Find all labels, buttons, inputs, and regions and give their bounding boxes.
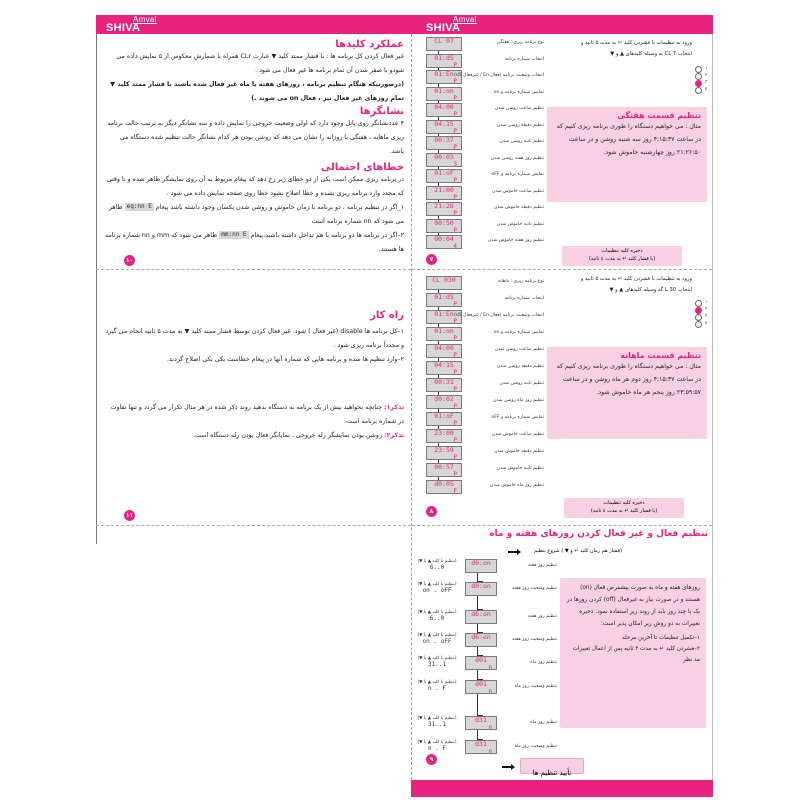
lcd-display xyxy=(426,54,462,68)
lcd-sub: P xyxy=(453,420,457,427)
enter-arrow-icon xyxy=(477,730,483,740)
lcd-display xyxy=(426,120,462,134)
note-2-text: روشن بودن نمایشگر رله خروجی ، نمایانگر فعال بودن رله دستگاه است. xyxy=(192,432,383,439)
frame-line xyxy=(96,34,97,544)
footer-bar xyxy=(411,780,713,797)
page-11 xyxy=(104,310,404,443)
adjust-note-text: (تنظیم با کلید ▲ یا ▼) xyxy=(417,610,457,615)
page-10 xyxy=(104,39,404,257)
save-line-1: ذخیره کلیه تنظیمات xyxy=(603,500,645,506)
step-label: تنظیم روز هفته xyxy=(527,563,557,568)
error-1-lcd: eq:nn E xyxy=(126,203,152,210)
lcd-display xyxy=(426,235,462,249)
page-number-7: ۷ xyxy=(426,254,437,265)
lcd-top: 21:00 xyxy=(434,185,454,194)
lcd-top: 00:50 xyxy=(434,218,454,227)
page-number-9: ۹ xyxy=(426,754,437,765)
lcd-top: 01:En xyxy=(434,310,454,318)
adjust-note-text: (تنظیم با کلید ▲ یا ▼) xyxy=(417,656,457,661)
step-label: تنظیم ثانیه خاموش شدن xyxy=(496,466,544,471)
step-label: تنظیم وضعیت روز هفته xyxy=(512,586,557,591)
start-instruction: (فشار هم زمان کلید ↵ و ▼ ) شروع تنظیم xyxy=(533,548,622,554)
lcd-display xyxy=(465,610,497,624)
step-label: نوع برنامه ریزی : هفتگی xyxy=(496,40,544,45)
adjust-note xyxy=(415,633,459,645)
lcd-sub: n xyxy=(488,688,492,695)
save-line-2: (با فشار کلید ↵ به مدت ٤ ثانیه) xyxy=(588,256,656,262)
lcd-sub: n xyxy=(488,748,492,755)
lcd-sub: P xyxy=(453,94,457,102)
adjust-note xyxy=(415,740,459,752)
page-number-8: ۸ xyxy=(426,506,437,517)
step-label: تنظیم دقیقه خاموش شدن xyxy=(494,205,544,210)
monthly-example-box xyxy=(547,347,707,439)
lcd-display xyxy=(426,361,462,375)
lcd-top: 01:En xyxy=(434,70,454,78)
indicators-paragraph: ۴ عددنشانگر روی پانل وجود دارد که اولی وضعیت خروجی را نمایش داده و سه نشانگر دیگر به ترتیب حالت برنامه ریزی ماهانه ، هفتگی یا روزانه را نشان می دهد که روشن بودن هر کدام نشانگر حالت تنظیم شده دستگاه می باشد. xyxy=(107,120,404,155)
brand-amval: Amval xyxy=(133,15,157,24)
monthly-box-title: تنظیم قسمت ماهانه xyxy=(620,351,701,360)
adjust-note xyxy=(415,559,459,571)
lcd-display xyxy=(426,37,462,51)
brand-logo-left xyxy=(106,17,166,33)
error-2-text: ۲–اگر در برنامه ها دو برنامه با هم تداخل داشته باشند،پیغام xyxy=(250,232,404,239)
adjust-note xyxy=(415,610,459,622)
frame-line xyxy=(712,34,713,780)
lcd-sub: P xyxy=(453,226,457,234)
lcd-top: d6:on xyxy=(471,633,491,641)
page-divider xyxy=(96,525,411,526)
monthly-box-text: مثال : می خواهیم دستگاه را طوری برنامه ریزی کنیم که در ساعت ۴:۱۵:۳۷ روز دوم هر ماه روشن و در ساعت ۲۳:۵۹:۵۷ روز پنجم هر ماه خاموش شود. xyxy=(556,363,701,396)
error-1 xyxy=(104,201,404,229)
adjust-note-text: (تنظیم با کلید ▲ یا ▼) xyxy=(417,582,457,587)
adjust-range: 1..31 xyxy=(427,721,447,728)
lcd-top: 01:oF xyxy=(434,169,454,177)
lcd-display xyxy=(426,136,462,150)
page-number-11: ۱۱ xyxy=(125,512,134,519)
adjust-note-text: (تنظیم با کلید ▲ یا ▼) xyxy=(417,680,457,685)
monthly-save-box xyxy=(564,498,684,518)
lcd-display xyxy=(465,582,497,596)
lcd-sub: P xyxy=(453,127,457,135)
manual-spread xyxy=(96,15,713,785)
adjust-note xyxy=(415,656,459,668)
indicators-title: نشانگرها xyxy=(359,106,404,117)
weekly-intro-line2: انتخاب CL 7 به وسیله کلیدهای ▲ و ▼ xyxy=(610,51,692,57)
lcd-top: 01:oF xyxy=(434,412,454,420)
mode-radio-1[interactable]: ۱ xyxy=(695,300,702,307)
info-item-1: ۱–تکمیل تنظیمات تا آخرین مرحله xyxy=(621,635,700,641)
lcd-display xyxy=(465,633,497,647)
lcd-sub: n xyxy=(488,664,492,671)
brand-shiva: SHIVA xyxy=(106,22,141,34)
mode-radio-2[interactable]: ۲ xyxy=(695,307,702,314)
enter-arrow-icon xyxy=(477,624,483,633)
step-label: تنظیم روز ماه روشن شدن xyxy=(492,398,544,403)
mode-radio-group xyxy=(695,66,708,94)
step-label: تنظیم ساعت خاموش شدن xyxy=(491,188,544,194)
lcd-display xyxy=(426,103,462,117)
lcd-display xyxy=(465,716,497,730)
step-label: انتخاب شماره برنامه xyxy=(504,296,544,301)
lcd-sub: P xyxy=(453,177,457,184)
lcd-top: 23:00 xyxy=(434,429,454,437)
step-label: تنظیم دقیقه روشن شدن xyxy=(496,122,544,128)
lcd-sub: P xyxy=(453,335,457,342)
adjust-note-text: (تنظیم با کلید ▲ یا ▼) xyxy=(417,633,457,638)
lcd-display xyxy=(465,656,497,670)
lcd-top: 23:59 xyxy=(434,446,454,454)
lcd-top: d0:on xyxy=(471,582,491,590)
lcd-top: CL 07 xyxy=(434,37,454,45)
lcd-display xyxy=(426,344,462,358)
note-1-text: چنانچه بخواهید بیش از یک برنامه به دستگاه بدهید روند ذکر شده در هر مثال تکرار می گردد و تنها تفاوت در شماره برنامه است. xyxy=(110,404,404,425)
note-2 xyxy=(104,429,404,443)
lcd-top: 04:15 xyxy=(434,361,454,369)
step-label: تنظیم وضعیت روز هفته xyxy=(512,637,557,642)
lcd-top: 04:15 xyxy=(434,119,454,128)
lcd-sub: P xyxy=(453,301,457,308)
lcd-top: 04:00 xyxy=(434,344,454,352)
errors-paragraph: در برنامه ریزی ممکن است یکی از دو خطای زیر رخ دهد که پیغام مربوط به آن روی نمایشگر ظاهر شده و تا وقتی که مجدد وارد برنامه ریزی نشده و خطا اصلاح نشود خطا روی صفحه نمایش داده می شود . xyxy=(106,176,404,197)
step-label: نوع برنامه ریزی : ماهانه xyxy=(497,279,544,284)
save-line-1: ذخیره کلیه تنظیمات xyxy=(601,248,643,254)
step-label: تنظیم روز هفته روشن شدن xyxy=(490,155,544,161)
lcd-sub: P xyxy=(453,386,457,393)
page-9 xyxy=(412,526,712,780)
step-label: تنظیم روز هفته xyxy=(527,614,557,619)
step-label: تنظیم روز هفته خاموش شدن xyxy=(487,238,544,243)
note-1 xyxy=(104,401,404,429)
note-1-label: تذکر۱: xyxy=(384,404,404,411)
lcd-top: CL 030 xyxy=(432,276,456,284)
lcd-sub: 4 xyxy=(453,243,457,250)
keys-title: عملکرد کلیدها xyxy=(335,39,404,50)
lcd-display xyxy=(465,559,497,573)
brand-amval: Amval xyxy=(453,15,477,24)
mode-radio-group xyxy=(695,300,708,328)
step-label: انتخاب شماره برنامه xyxy=(504,56,544,62)
step-label: تنظیم ساعت روشن شدن xyxy=(494,347,544,352)
lcd-display xyxy=(426,293,462,307)
day-toggle-info-box xyxy=(560,578,706,728)
adjust-range: 0..6 xyxy=(429,615,445,622)
lcd-sub: P xyxy=(453,61,457,69)
mode-radio-3[interactable]: ۳ xyxy=(695,314,702,321)
mode-radio-2[interactable]: ۲ xyxy=(695,73,702,80)
lcd-top: d01 xyxy=(475,680,487,688)
step-label: تنظیم روز ماه xyxy=(530,720,557,725)
step-label: تنظیم ثانیه روشن شدن xyxy=(499,139,544,144)
lcd-top: 01:dS xyxy=(434,293,454,301)
step-label: تنظیم وضعیت روز ماه xyxy=(514,684,557,689)
step-label: نمایش شماره برنامه و on xyxy=(493,89,544,95)
save-line-2: (با فشار کلید ↵ به مدت ٤ ثانیه) xyxy=(590,508,658,514)
lcd-sub: P xyxy=(453,471,457,478)
error-2-lcd: mm:nn E xyxy=(221,231,247,238)
confirm-settings-label: تأیید تنظیم ها xyxy=(532,769,572,777)
info-text: روزهای هفته و ماه به صورت پیشفرض فعال (on) هستند و در صورت نیاز به غیرفعال (off) کردن روزها در یک یا چند روز باید از روند زیر استفاده نمود. ذخیره تغییرات به دو روش زیر امکان پذیر است: xyxy=(566,585,700,627)
step-label: تنظیم روز ماه xyxy=(530,660,557,665)
solution-title: راه کار xyxy=(370,310,404,321)
step-label: تنظیم ساعت روشن شدن xyxy=(494,106,544,111)
step-label: تنظیم روز ماه خاموش شدن xyxy=(490,483,544,488)
lcd-top: 01:on xyxy=(434,327,454,335)
lcd-sub: P xyxy=(453,144,457,151)
adjust-note xyxy=(415,716,459,728)
page-divider xyxy=(96,269,411,270)
lcd-top: 01:on xyxy=(434,86,454,95)
lcd-display xyxy=(465,680,497,694)
lcd-display xyxy=(426,463,462,477)
weekly-box-title: تنظیم قسمت هفتگی xyxy=(617,111,701,120)
lcd-sub: P xyxy=(453,352,457,359)
step-label: تنظیم دقیقه روشن شدن xyxy=(496,364,544,369)
lcd-sub: P xyxy=(453,193,457,201)
weekly-intro-line1: ورود به تنظیمات با فشردن کلید ↵ به مدت ۵ ثانیه و xyxy=(580,40,692,46)
solution-2: ۲–وارد تنظیم ها شده و برنامه هایی که شماره آنها در پیغام خطاست یکی یکی اصلاح گردند. xyxy=(166,356,404,363)
step-label: نمایش شماره برنامه و oFF xyxy=(491,172,544,177)
lcd-top: d01 xyxy=(475,656,487,664)
lcd-display xyxy=(426,219,462,233)
lcd-top: d0:on xyxy=(471,559,491,567)
weekly-box-text: مثال : می خواهیم دستگاه را طوری برنامه ریزی کنیم که در ساعت ۴:۱۵:۳۷ روز سه شنبه روشن و در ساعت ۲۱:۲۶:۵۰ روز چهارشنبه خاموش شود. xyxy=(556,123,701,156)
step-label: نمایش شماره برنامه و on xyxy=(493,330,544,335)
adjust-range: 1..31 xyxy=(427,661,447,668)
step-label: تنظیم ثانیه روشن شدن xyxy=(499,381,544,386)
adjust-range: n . F xyxy=(427,745,447,752)
lcd-display xyxy=(426,378,462,392)
adjust-note-text: (تنظیم با کلید ▲ یا ▼) xyxy=(417,716,457,721)
lcd-sub: 3 xyxy=(453,160,457,168)
enter-arrow-icon xyxy=(477,694,483,716)
solution-1: ۱–کل برنامه ها disable (غیر فعال ) شود. غیر فعال کردن توسط فشار ممتد کلید ▼ به مدت ۵ ثانیه انجام می گیرد و مجدداً برنامه ریزی شود . xyxy=(105,328,404,349)
lcd-sub: P xyxy=(453,454,457,461)
adjust-note xyxy=(415,680,459,692)
lcd-top: 01:dS xyxy=(434,53,454,62)
adjust-note xyxy=(415,582,459,594)
step-label: تنظیم ساعت خاموش شدن xyxy=(491,432,544,437)
monthly-intro xyxy=(522,274,692,296)
keys-paragraph-1: غیر فعال کردن کل برنامه ها : با فشار ممتد کلید ▼ عبارت CLr همراه با شمارش معکوس از ۵ نمایش داده می شودو با صفر شدن آن تمام برنامه ها غیر فعال می شود . xyxy=(116,53,404,74)
lcd-top: d6:on xyxy=(471,610,491,618)
confirm-settings-box xyxy=(520,758,584,777)
enter-arrow-icon xyxy=(477,596,483,610)
lcd-sub: P xyxy=(453,111,457,118)
adjust-range: 0..6 xyxy=(429,564,445,571)
error-1-text-b: ظاهر می شود که nn شماره برنامه است xyxy=(108,204,404,225)
step-label: انتخاب وضعیت برنامه (فعال En / غیرفعال dS) xyxy=(454,313,544,318)
lcd-top: d31 xyxy=(475,740,487,748)
lcd-sub: n xyxy=(488,724,492,731)
brand-logo-right xyxy=(426,17,486,33)
lcd-display xyxy=(426,87,462,101)
lcd-display xyxy=(426,395,462,409)
adjust-range: on . oFF xyxy=(422,587,452,594)
lcd-top: 04:00 xyxy=(434,103,454,111)
lcd-top: d0:05 xyxy=(434,480,454,488)
step-label: نمایش شماره برنامه و oFF xyxy=(491,415,544,420)
weekly-save-box xyxy=(562,246,682,266)
enter-arrow-icon xyxy=(477,647,483,656)
weekly-intro xyxy=(522,38,692,60)
lcd-display xyxy=(426,446,462,460)
mode-radio-1[interactable]: ۱ xyxy=(695,66,702,73)
lcd-sub: P xyxy=(453,78,457,85)
lcd-display xyxy=(426,276,462,290)
note-2-label: تذکر۲: xyxy=(384,432,404,439)
arrow-right-icon xyxy=(508,551,518,553)
page-number-10: ۱۰ xyxy=(125,257,134,264)
adjust-range: on . oFF xyxy=(422,638,452,645)
error-2 xyxy=(104,229,404,257)
keys-paragraph-2: (درصورتیکه هنگام تنظیم برنامه ، روزهای هفته یا ماه غیر فعال شده باشند با فشار ممتد کلید ▼ تمام روزهای غیر فعال نیز ، فعال on می شوند .) xyxy=(110,81,404,102)
lcd-display xyxy=(426,202,462,216)
lcd-display xyxy=(426,186,462,200)
mode-radio-4[interactable]: ٤ xyxy=(695,321,702,328)
lcd-top: 00:31 xyxy=(434,378,454,386)
lcd-display xyxy=(465,740,497,754)
error-2-text-b: ظاهر می شود که mm و nn شماره برنامه ها هستند. xyxy=(105,232,404,253)
brand-shiva: SHIVA xyxy=(426,22,461,34)
lcd-sub: P xyxy=(453,210,457,217)
lcd-display xyxy=(426,480,462,494)
adjust-note-text: (تنظیم با کلید ▲ یا ▼) xyxy=(417,740,457,745)
lcd-sub: P xyxy=(453,437,457,444)
step-label: تنظیم ثانیه خاموش شدن xyxy=(496,221,544,227)
lcd-display xyxy=(426,429,462,443)
error-1-text: ۱_اگر در تنظیم برنامه ، دو برنامه با زمان خاموش و روشن شدن یکسان وجود داشته باشد پیغام xyxy=(155,204,404,211)
lcd-sub: F xyxy=(453,488,457,495)
mode-radio-3[interactable]: ۳ xyxy=(695,80,702,87)
lcd-display xyxy=(426,169,462,183)
page-7 xyxy=(412,34,712,269)
lcd-display xyxy=(426,327,462,341)
weekly-example-box xyxy=(547,107,707,202)
lcd-top: 00:57 xyxy=(434,463,454,471)
adjust-note-text: (تنظیم با کلید ▲ یا ▼) xyxy=(417,559,457,564)
lcd-top: d31 xyxy=(475,716,487,724)
lcd-top: 00:37 xyxy=(434,136,454,144)
lcd-top: 21:26 xyxy=(434,202,454,210)
step-label: تنظیم وضعیت روز ماه xyxy=(514,744,557,749)
arrow-right-icon xyxy=(502,766,512,768)
lcd-top: d0:02 xyxy=(434,395,454,403)
lcd-sub: P xyxy=(453,369,457,376)
monthly-intro-line2: انتخاب 30 L گه وسیله کلیدهای ▲ و ▼ xyxy=(609,287,692,293)
day-toggle-title: تنظیم فعال و غیر فعال کردن روزهای هفته و ماه xyxy=(489,529,708,539)
info-item-2: ۲–فشردن کلید ↵ به مدت ۴ ثانیه پس از اعمال تغییرات مد نظر xyxy=(572,646,700,663)
header-bar xyxy=(96,15,713,34)
adjust-range: n . F xyxy=(427,685,447,692)
enter-arrow-icon xyxy=(477,573,483,582)
enter-arrow-icon xyxy=(477,670,483,680)
lcd-display xyxy=(426,412,462,426)
lcd-top: 00:03 xyxy=(434,152,454,161)
lcd-sub: P xyxy=(453,318,457,325)
errors-title: خطاهای احتمالی xyxy=(320,162,404,173)
mode-radio-4[interactable]: ٤ xyxy=(695,87,702,94)
lcd-top: 00:04 xyxy=(434,235,454,243)
monthly-intro-line1: ورود به تنظیمات با فشردن کلید ↵ به مدت ۵ ثانیه و xyxy=(580,276,692,282)
step-label: تنظیم دقیقه خاموش شدن xyxy=(494,449,544,454)
lcd-sub: P xyxy=(453,403,457,410)
step-label: انتخاب وضعیت برنامه (فعال En / غیرفعال dS) xyxy=(454,73,544,78)
lcd-display xyxy=(426,153,462,167)
page-8 xyxy=(412,270,712,525)
